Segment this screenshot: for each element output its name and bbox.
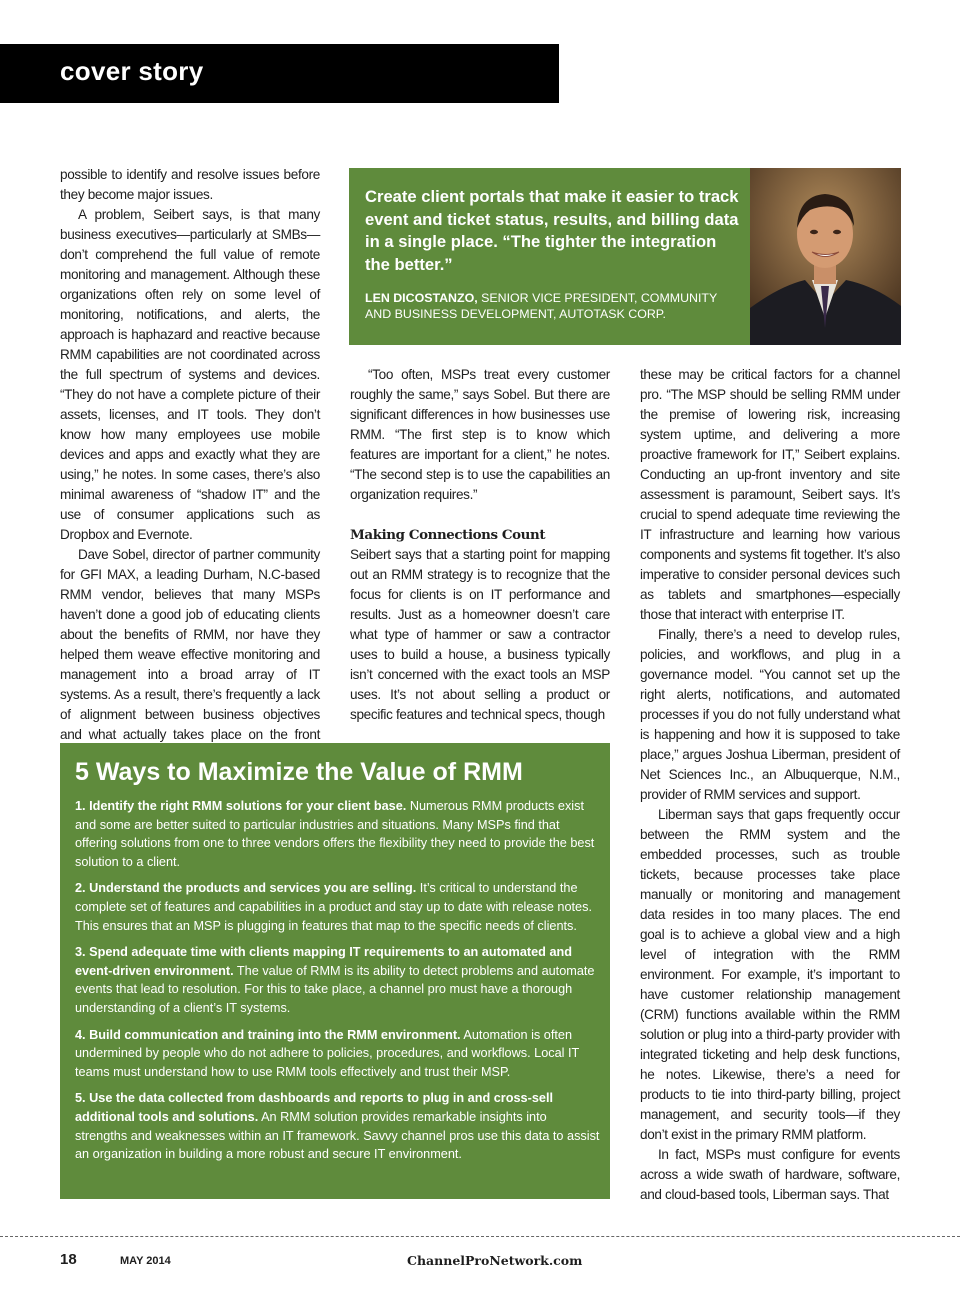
sidebar-list-item [75, 797, 600, 871]
pullquote-name: LEN DICOSTANZO, [365, 291, 478, 305]
article-paragraph: possible to identify and resolve issues before they become major issues. [60, 167, 320, 202]
article-paragraph: “Too often, MSPs treat every customer roughly the same,” says Sobel. But there are significant differences in how businesses use RMM. “The first step is to know which features are important for a client,” he notes. “The second step is to use the capabilities an organization requires.” [350, 367, 610, 502]
article-paragraph: Dave Sobel, director of partner community for GFI MAX, a leading Durham, N.C-based RMM vendor, believes that many MSPs haven’t done a good job of educating clients about the benefits of RMM, nor have they helped them weave effective monitoring and management into a broad array of IT systems. As a result, there’s frequently a lack of alignment between business objectives and what actually takes place on the front [60, 547, 320, 742]
sidebar-item-body: The value of RMM is its ability to detect problems and automate events that lead to resolution. For this to take place, a channel pro must have a thorough understanding of a client’s IT systems. [75, 963, 595, 1015]
article-paragraph: Liberman says that gaps frequently occur between the RMM system and the embedded processes, such as trouble tickets, because processes take place manually or monitoring and management data resides in too many places. The end goal is to achieve a global view and a high level of integration with the RMM environment. For example, it’s important to have customer relationship management (CRM) functions available within the RMM solution or plug into a third-party provider with integrated ticketing and help desk functions, he notes. Likewise, there’s a need for products to tie into third-party billing, project management, and security tools—if they don’t exist in the primary RMM platform. [640, 807, 900, 1142]
sidebar-list-item [75, 1026, 600, 1082]
sidebar-title: 5 Ways to Maximize the Value of RMM [75, 758, 523, 786]
sidebar-list-item [75, 879, 600, 935]
footer-divider [0, 1236, 960, 1237]
article-paragraph: A problem, Seibert says, is that many business executives—particularly at SMBs—don’t comprehend the full value of remote monitoring and management. Although these organizations often rely on some level of monitoring, notifications, and alerts, the approach is haphazard and reactive because RMM capabilities are not coordinated across the full spectrum of systems and devices. “They do not have a complete picture of their assets, licenses, and IT tools. They don’t know how many employees use mobile devices and apps and exactly what they are using,” he notes. In some cases, there’s also minimal awareness of “shadow IT” and the use of consumer applications such as Dropbox and Evernote. [60, 207, 320, 542]
site-name: ChannelProNetwork.com [407, 1253, 583, 1268]
sidebar-item-lead: 4. Build communication and training into the RMM environment. [75, 1027, 461, 1042]
sidebar-item-body: It’s critical to understand the complete set of features and capabilities in a product and stay up to date with release notes. This ensures that an MSP is plugging in features that map to the specific needs of clients. [75, 881, 592, 933]
sidebar-item-lead: 3. Spend adequate time with clients mapping IT requirements to an automated and event-driven environment. [75, 945, 573, 978]
page-number: 18 [60, 1251, 77, 1268]
sidebar-list-item [75, 943, 600, 1017]
section-title: cover story [60, 56, 204, 86]
sidebar-item-body: An RMM solution provides remarkable insights into strengths and weaknesses within an IT framework. Savvy channel pros use this data to assist an organization in building a more robust and secure IT environment. [75, 1109, 600, 1162]
article-paragraph: Finally, there’s a need to develop rules, policies, and workflows, and plug in a governance model. “You cannot set up the right alerts, notifications, and automated processes if you do not fully understand what is happening and how it is supposed to take place,” argues Joshua Liberman, president of Net Sciences Inc., an Albuquerque, N.M., provider of RMM services and support. [640, 627, 900, 802]
pullquote-title: SENIOR VICE PRESIDENT, COMMUNITY AND BUSINESS DEVELOPMENT, AUTOTASK CORP. [365, 291, 718, 321]
sidebar-item-lead: 1. Identify the right RMM solutions for your client base. [75, 799, 407, 813]
sidebar-item-body: Numerous RMM products exist and some are better suited to particular industries and situations. Many MSPs find that offering solutions from one to three vendors offers the flexibility they need to provide the best solution to a client. [75, 799, 595, 869]
article-column-2 [350, 365, 610, 725]
article-column-3 [640, 365, 900, 1205]
executive-portrait-photo [750, 168, 901, 345]
sidebar-item-body: Automation is often undermined by people who do not adhere to policies, procedures, and workflows. Local IT teams must understand how to use RMM tools effectively and trust their MSP. [75, 1027, 580, 1079]
sidebar-list-item [75, 1089, 600, 1163]
article-column-1 [60, 165, 320, 765]
sidebar-item-lead: 2. Understand the products and services you are selling. [75, 881, 417, 896]
sidebar-item-lead: 5. Use the data collected from dashboards and reports to plug in and cross-sell additional tools and solutions. [75, 1091, 553, 1124]
article-paragraph: In fact, MSPs must configure for events across a wide swath of hardware, software, and cloud-based tools, Liberman says. That [640, 1147, 900, 1202]
article-paragraph: Seibert says that a starting point for mapping out an RMM strategy is to recognize that the focus for clients is on IT performance and results. Just as a homeowner doesn’t care what type of hammer or saw a contractor uses to build a house, a business typically isn’t concerned with the exact tools an MSP uses. It’s not about selling a product or specific features and technical specs, though [350, 547, 610, 722]
pullquote-text: Create client portals that make it easier to track event and ticket status, results, and billing data in a single place. “The tighter the integration the better.” [365, 187, 739, 274]
pullquote-attribution [365, 290, 743, 322]
issue-date: MAY 2014 [120, 1255, 171, 1267]
section-subhead: Making Connections Count [350, 527, 546, 543]
sidebar-list [75, 797, 600, 1172]
article-paragraph: these may be critical factors for a channel pro. “The MSP should be selling RMM under the premise of lowering risk, increasing system uptime, and delivering a more proactive framework for IT,” Seibert explains. Conducting an up-front inventory and site assessment is paramount, Seibert says. It’s crucial to spend adequate time reviewing the IT infrastructure and learning how various components and systems fit together. It’s also imperative to consider personal devices such as tablets and smartphones—especially those that interact with enterprise IT. [640, 367, 900, 622]
